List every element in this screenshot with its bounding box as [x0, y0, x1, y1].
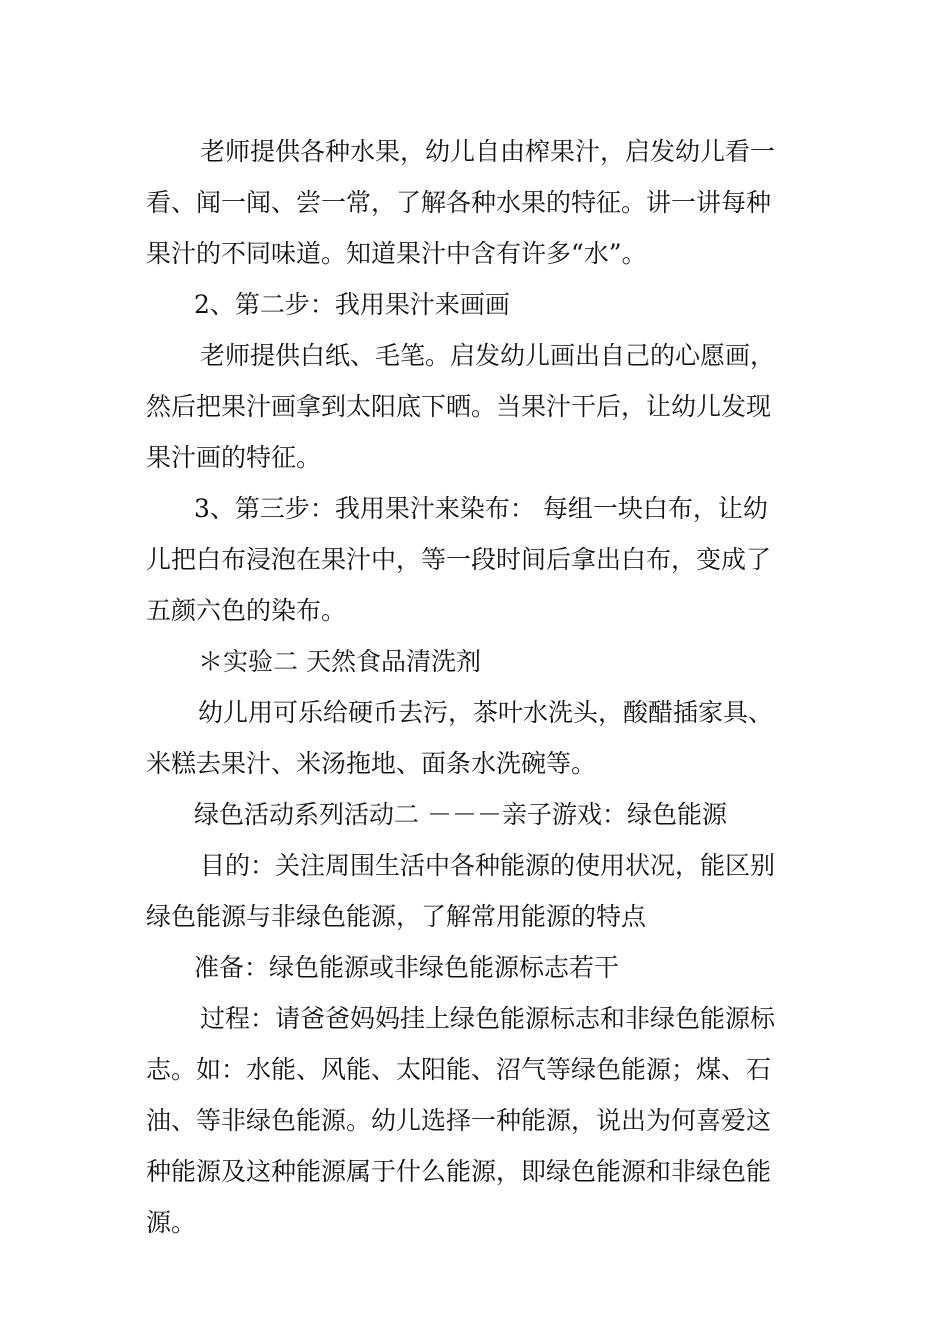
text-line: ＊实验二 天然食品清洗剂 [198, 647, 481, 676]
text-line: 看、闻一闻、尝一常，了解各种水果的特征。讲一讲每种 [146, 188, 772, 217]
text-line: 志。如：水能、风能、太阳能、沼气等绿色能源；煤、石 [146, 1055, 772, 1084]
text-line: 然后把果汁画拿到太阳底下晒。当果汁干后，让幼儿发现 [146, 392, 772, 421]
text-line: 老师提供各种水果，幼儿自由榨果汁，启发幼儿看一 [200, 137, 776, 166]
text-line: 果汁画的特征。 [146, 443, 322, 472]
text-line: 源。 [146, 1208, 197, 1237]
text-line: 绿色能源与非绿色能源，了解常用能源的特点 [146, 902, 647, 931]
text-line: 儿把白布浸泡在果汁中，等一段时间后拿出白布，变成了 [146, 545, 772, 574]
text-line: 米糕去果汁、米汤拖地、面条水洗碗等。 [146, 749, 597, 778]
text-line: 五颜六色的染布。 [146, 596, 347, 625]
text-line: 种能源及这种能源属于什么能源，即绿色能源和非绿色能 [146, 1157, 772, 1186]
text-line: 2、第二步：我用果汁来画画 [194, 290, 510, 319]
text-line: 准备：绿色能源或非绿色能源标志若干 [194, 953, 620, 982]
text-line: 油、等非绿色能源。幼儿选择一种能源，说出为何喜爱这 [146, 1106, 772, 1135]
text-line: 过程：请爸爸妈妈挂上绿色能源标志和非绿色能源标 [200, 1004, 776, 1033]
text-line: 3、第三步：我用果汁来染布： 每组一块白布，让幼 [194, 494, 768, 523]
text-line: 绿色活动系列活动二 －－－亲子游戏：绿色能源 [194, 800, 727, 829]
text-line: 幼儿用可乐给硬币去污，茶叶水洗头，酸醋插家具、 [198, 698, 774, 727]
text-line: 老师提供白纸、毛笔。启发幼儿画出自己的心愿画， [200, 341, 776, 370]
text-line: 目的：关注周围生活中各种能源的使用状况，能区别 [200, 851, 776, 880]
text-line: 果汁的不同味道。知道果汁中含有许多“水”。 [146, 239, 647, 268]
